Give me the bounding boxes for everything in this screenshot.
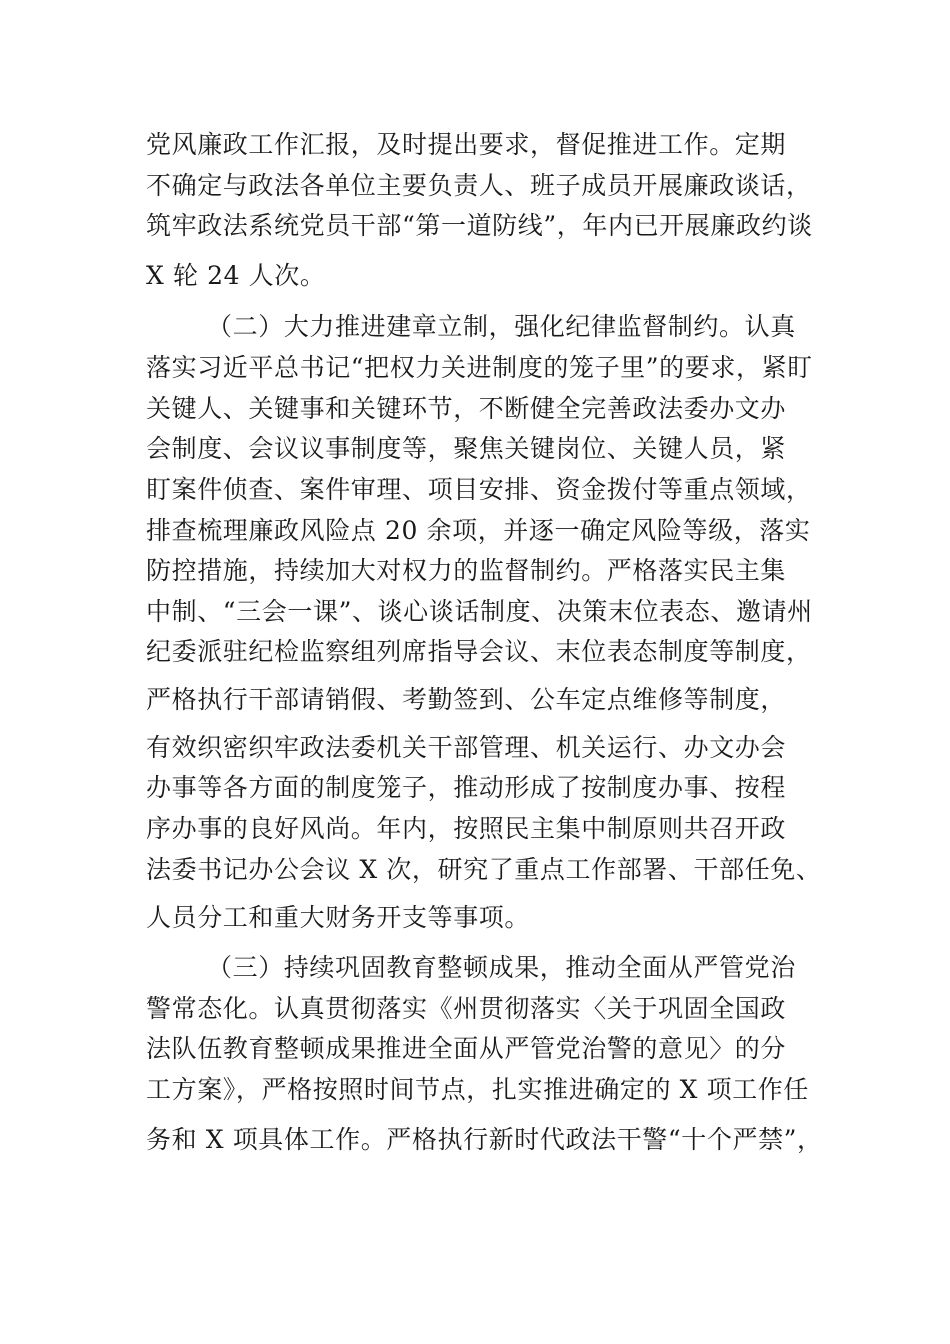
- text-line: 会制度、会议议事制度等，聚焦关键岗位、关键人员，紧: [146, 434, 787, 463]
- text-line: 序办事的良好风尚。年内，按照民主集中制原则共召开政: [146, 814, 787, 843]
- text-line: 纪委派驻纪检监察组列席指导会议、末位表态制度等制度，: [146, 637, 812, 666]
- text-line: 落实习近平总书记“把权力关进制度的笼子里”的要求，紧盯: [146, 353, 813, 382]
- text-line: 严格执行干部请销假、考勤签到、公车定点维修等制度，: [146, 685, 787, 714]
- text-line: 法队伍教育整顿成果推进全面从严管党治警的意见〉的分: [146, 1034, 787, 1063]
- text-line: 排查梳理廉政风险点 20 余项，并逐一确定风险等级，落实: [146, 516, 811, 545]
- text-line: 不确定与政法各单位主要负责人、班子成员开展廉政谈话，: [146, 171, 812, 200]
- text-line: 法委书记办公会议 X 次，研究了重点工作部署、干部任免、: [146, 855, 822, 884]
- paragraph-heading-2: （二）大力推进建章立制，强化纪律监督制约。认真: [207, 312, 796, 341]
- text-line: 警常态化。认真贯彻落实《州贯彻落实〈关于巩固全国政: [146, 994, 787, 1023]
- text-line: 工方案》，严格按照时间节点，扎实推进确定的 X 项工作任: [146, 1075, 809, 1104]
- text-line: 务和 X 项具体工作。严格执行新时代政法干警“十个严禁”，: [146, 1125, 823, 1154]
- paragraph-heading-3: （三）持续巩固教育整顿成果，推动全面从严管党治: [207, 953, 796, 982]
- text-line: 关键人、关键事和关键环节，不断健全完善政法委办文办: [146, 394, 787, 423]
- text-line: 党风廉政工作汇报，及时提出要求，督促推进工作。定期: [146, 130, 787, 159]
- text-line: 人员分工和重大财务开支等事项。: [146, 903, 531, 932]
- text-line: X 轮 24 人次。: [146, 261, 326, 290]
- text-line: 有效织密织牢政法委机关干部管理、机关运行、办文办会: [146, 733, 787, 762]
- text-line: 办事等各方面的制度笼子，推动形成了按制度办事、按程: [146, 773, 787, 802]
- text-line: 盯案件侦查、案件审理、项目安排、资金拨付等重点领域，: [146, 475, 812, 504]
- text-line: 中制、“三会一课”、谈心谈话制度、决策末位表态、邀请州: [146, 597, 813, 626]
- text-line: 防控措施，持续加大对权力的监督制约。严格落实民主集: [146, 556, 787, 585]
- text-line: 筑牢政法系统党员干部“第一道防线”，年内已开展廉政约谈: [146, 211, 813, 240]
